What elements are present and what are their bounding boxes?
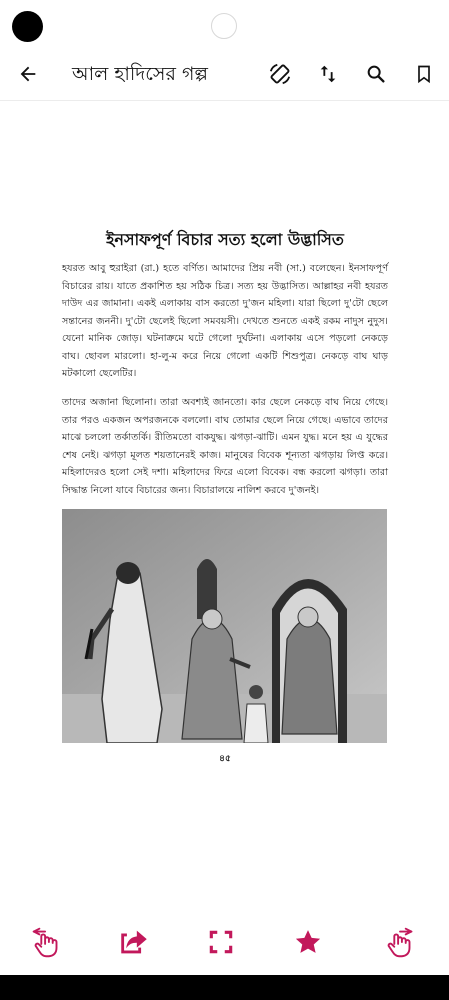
story-paragraph-1: হযরত আবু হুরাইরা (রা.) হতে বর্ণিত। আমাদের প্রিয় নবী (সা.) বলেছেন। ইনসাফপূর্ণ বিচারের রায়। যাতে প্রকাশিত হয় সঠিক চিত্র। সত্য হয় উদ্ভাসিত। আল্লাহর নবী হযরত দাউদ এর জামানা। একই এলাকায় বাস করতো দু'জন মহিলা। যারা ছিলো দু'টো ছেলে সন্তানের জননী। দু'টো ছেলেই ছিলো সমবয়সী। দেখতে শুনতে একই রকম নাদুস নুদুস। যেনো মানিক জোড়। ঘটনাক্রমে ঘটে গেলো দুর্ঘটনা। এলাকায় এসে পড়লো নেকড়ে বাঘ। ছোবল মারলো। হা-লু-ম করে নিয়ে গেলো একটি শিশুপুত্র। নেকড়ে বাঘ ঘাড় মটকালো ছেলেটির। [62, 263, 388, 379]
swipe-left-hand-icon[interactable] [27, 922, 67, 962]
front-camera [12, 11, 43, 42]
system-nav-bar [0, 975, 449, 1000]
bottom-toolbar [0, 912, 449, 972]
back-arrow-icon[interactable] [14, 60, 42, 88]
fullscreen-icon[interactable] [201, 922, 241, 962]
bookmark-icon[interactable] [410, 60, 438, 88]
app-bar [0, 48, 449, 101]
sensor-dot [211, 13, 237, 39]
story-illustration [62, 509, 387, 743]
story-paragraph-2: তাদের অজানা ছিলোনা। তারা অবশ্যই জানতো। কার ছেলে নেকড়ে বাঘ নিয়ে গেছে। তার পরও একজন অপরজনকে বললো। বাঘ তোমার ছেলে নিয়ে গেছে। এভাবে তাদের মাঝে চললো তর্কাতর্কি। রীতিমতো বাকযুদ্ধ। ঝগড়া-ঝাটি। এমন যুদ্ধ। মনে হয় এ যুদ্ধের শেষ নেই। ঝগড়া মূলত শয়তানেরই কাজ। মানুষের বিবেক শূন্যতা ঝগড়ায় লিপ্ত করে। মহিলাদেরও হলো সেই দশা। মহিলাদের ফিরে এলো বিবেক। বন্ধ করলো ঝগড়া। তারা সিদ্ধান্ত নিলো যাবে বিচারের জন্য। বিচারালয়ে নালিশ করবে দু'জনই। [62, 397, 388, 496]
swipe-right-hand-icon[interactable] [380, 922, 420, 962]
star-icon[interactable] [288, 922, 328, 962]
sort-icon[interactable] [314, 60, 342, 88]
story-heading: ইনসাফপূর্ণ বিচার সত্য হলো উদ্ভাসিত [106, 230, 344, 249]
share-icon[interactable] [114, 922, 154, 962]
search-icon[interactable] [362, 60, 390, 88]
rotate-icon[interactable] [266, 60, 294, 88]
book-title: আল হাদিসের গল্প [72, 63, 208, 85]
book-page[interactable] [60, 210, 390, 770]
page-number: ৪৫ [219, 754, 231, 764]
